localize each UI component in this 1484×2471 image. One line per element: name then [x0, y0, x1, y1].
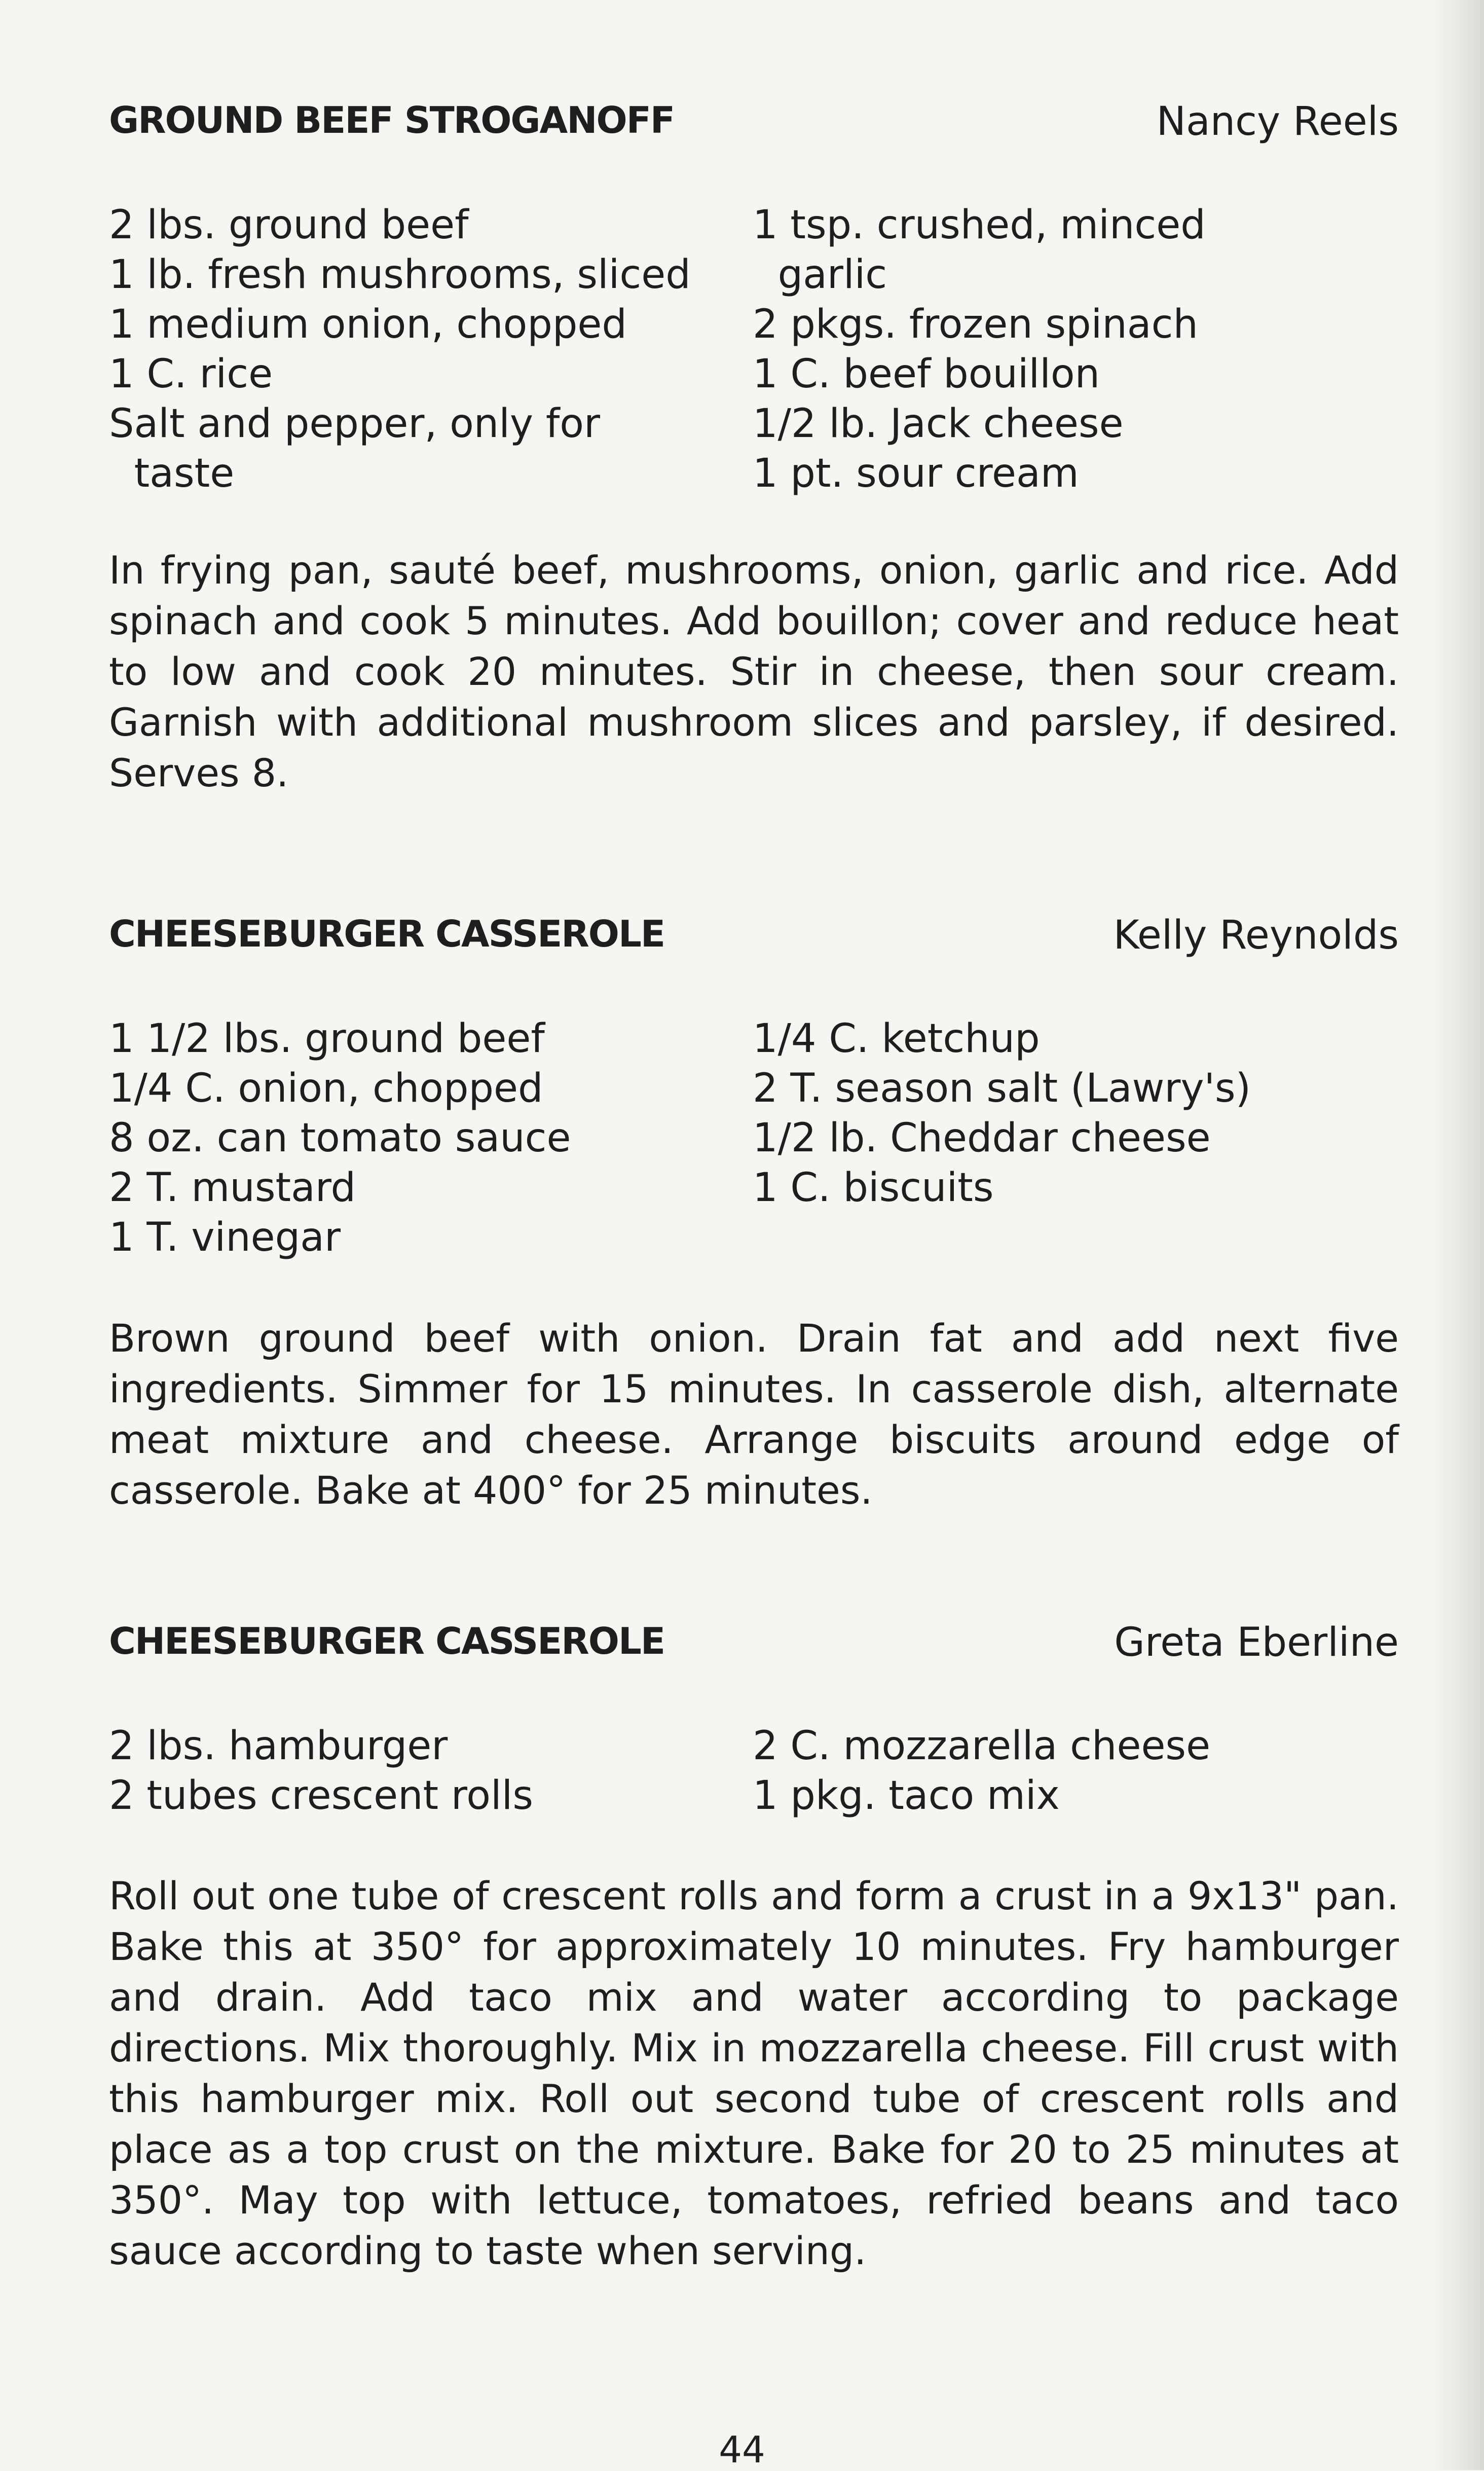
recipe-header: [109, 1620, 1399, 1676]
recipe-author: Kelly Reynolds: [1113, 913, 1399, 958]
ingredient-item: 1 C. rice: [109, 351, 273, 397]
recipe-cheeseburger-casserole-reynolds: [109, 913, 1399, 1513]
recipe-author: Nancy Reels: [1156, 99, 1399, 144]
ingredient-item: garlic: [753, 252, 887, 298]
ingredients-list: [109, 1721, 1399, 1823]
ingredient-item: 1 pkg. taco mix: [753, 1773, 1060, 1819]
ingredient-item: 1 pt. sour cream: [753, 451, 1079, 496]
ingredients-right-column: [753, 1014, 1399, 1213]
recipe-cheeseburger-casserole-eberline: [109, 1620, 1399, 2273]
ingredients-left-column: [109, 1014, 748, 1262]
ingredients-list: [109, 200, 1399, 499]
ingredient-item: 8 oz. can tomato sauce: [109, 1115, 571, 1161]
recipe-instructions: In frying pan, sauté beef, mushrooms, onion, garlic and rice. Add spinach and cook 5 minutes. Add bouillon; cover and reduce heat to low and cook 20 minutes. Stir in cheese, then sour cream. Garnish with additional mushroom slices and parsley, if desired. Serves 8.: [109, 548, 1399, 795]
ingredient-item: 1 medium onion, chopped: [109, 302, 627, 347]
ingredients-left-column: [109, 1721, 748, 1821]
page-number: 44: [719, 2428, 765, 2471]
recipe-header: [109, 913, 1399, 968]
ingredient-item: 2 C. mozzarella cheese: [753, 1723, 1211, 1769]
ingredient-item: 2 lbs. hamburger: [109, 1723, 448, 1769]
recipe-title: CHEESEBURGER CASSEROLE: [109, 1620, 665, 1662]
recipe-instructions: Brown ground beef with onion. Drain fat and add next five ingredients. Simmer for 15 minutes. In casserole dish, alternate meat mixture and cheese. Arrange biscuits around edge of casserole. Bake at 400° for 25 minutes.: [109, 1316, 1399, 1513]
page-edge-shadow: [1428, 0, 1484, 2470]
ingredient-item: 1 1/2 lbs. ground beef: [109, 1016, 545, 1062]
ingredient-item: 2 tubes crescent rolls: [109, 1773, 533, 1819]
ingredient-item: 1 lb. fresh mushrooms, sliced: [109, 252, 691, 298]
ingredient-item: 1 tsp. crushed, minced: [753, 202, 1206, 248]
ingredients-right-column: [753, 200, 1399, 498]
recipe-header: [109, 99, 1399, 155]
ingredients-right-column: [753, 1721, 1399, 1821]
ingredient-item: 2 T. season salt (Lawry's): [753, 1066, 1251, 1111]
recipe-title: CHEESEBURGER CASSEROLE: [109, 913, 665, 955]
recipe-author: Greta Eberline: [1114, 1620, 1399, 1665]
ingredient-item: 2 pkgs. frozen spinach: [753, 302, 1198, 347]
ingredient-item: Salt and pepper, only for: [109, 401, 601, 447]
ingredient-item: 1 C. biscuits: [753, 1165, 994, 1211]
ingredient-item: 2 lbs. ground beef: [109, 202, 469, 248]
ingredients-left-column: [109, 200, 748, 498]
ingredient-item: 1 C. beef bouillon: [753, 351, 1100, 397]
ingredient-item: 1/4 C. onion, chopped: [109, 1066, 543, 1111]
ingredients-list: [109, 1014, 1399, 1267]
ingredient-item: 1/4 C. ketchup: [753, 1016, 1040, 1062]
ingredient-item: 1/2 lb. Cheddar cheese: [753, 1115, 1211, 1161]
recipe-title: GROUND BEEF STROGANOFF: [109, 99, 675, 141]
ingredient-item: 1 T. vinegar: [109, 1215, 341, 1260]
recipe-ground-beef-stroganoff: [109, 99, 1399, 795]
recipe-instructions: Roll out one tube of crescent rolls and form a crust in a 9x13" pan. Bake this at 350° for approximately 10 minutes. Fry hamburger and drain. Add taco mix and water according to package directions. Mix thoroughly. Mix in mozzarella cheese. Fill crust with this hamburger mix. Roll out second tube of crescent rolls and place as a top crust on the mixture. Bake for 20 to 25 minutes at 350°. May top with lettuce, tomatoes, refried beans and taco sauce according to taste when serving.: [109, 1873, 1399, 2273]
ingredient-item: taste: [109, 451, 235, 496]
ingredient-item: 2 T. mustard: [109, 1165, 356, 1211]
ingredient-item: 1/2 lb. Jack cheese: [753, 401, 1124, 447]
